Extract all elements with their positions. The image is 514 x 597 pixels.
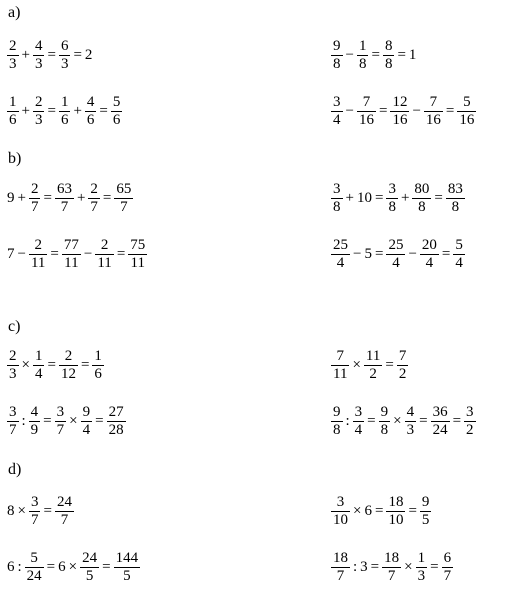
denominator: 7: [30, 512, 39, 528]
numerator: 4: [406, 404, 415, 420]
expression-d-2-left: [6, 550, 141, 585]
operator: =: [370, 559, 380, 575]
operator: ×: [68, 559, 78, 575]
operator: +: [21, 47, 30, 63]
operator: −: [345, 103, 354, 119]
numerator: 80: [414, 181, 430, 197]
numerator: 2: [90, 181, 98, 197]
denominator: 5: [123, 568, 131, 584]
fraction: [128, 237, 147, 272]
numerator: 24: [82, 550, 98, 566]
expression-c-2-left: [6, 404, 127, 439]
fraction: [331, 181, 343, 216]
operator: −: [353, 246, 362, 262]
operator: −: [412, 103, 421, 119]
number: 6: [7, 559, 15, 575]
operator: ×: [69, 413, 78, 429]
fraction: [353, 404, 365, 439]
fraction: [331, 237, 350, 272]
fraction: [111, 94, 123, 129]
denominator: 8: [451, 199, 460, 215]
fraction: [114, 550, 141, 585]
operator: =: [434, 190, 443, 206]
denominator: 16: [392, 112, 408, 128]
fraction: [59, 348, 78, 383]
numerator: 1: [60, 94, 69, 110]
number: 5: [364, 246, 372, 262]
operator: ×: [404, 559, 413, 575]
fraction: [29, 404, 41, 439]
denominator: 7: [443, 568, 452, 584]
expression-a-2-left: [6, 94, 123, 129]
denominator: 7: [336, 568, 345, 584]
fraction: [382, 550, 401, 585]
fraction: [386, 494, 405, 529]
fraction: [331, 94, 343, 129]
number: 6: [58, 559, 66, 575]
denominator: 9: [30, 422, 39, 438]
numerator: 3: [333, 181, 341, 197]
numerator: 2: [64, 348, 73, 364]
operator: :: [17, 559, 22, 575]
operator: +: [21, 103, 30, 119]
expression-d-1-right: [330, 494, 432, 529]
numerator: 24: [56, 494, 72, 510]
numerator: 18: [384, 550, 400, 566]
operator: =: [43, 503, 52, 519]
fraction: [442, 550, 454, 585]
denominator: 7: [90, 199, 98, 215]
numerator: 6: [60, 38, 69, 54]
operator: −: [345, 47, 354, 63]
fraction: [29, 237, 47, 272]
numerator: 9: [421, 494, 430, 510]
numerator: 63: [56, 181, 72, 197]
denominator: 7: [9, 422, 17, 438]
numerator: 144: [115, 550, 139, 566]
fraction: [55, 181, 74, 216]
operator: −: [17, 246, 26, 262]
numerator: 20: [421, 237, 437, 253]
expression-b-2-left: [6, 237, 148, 272]
numerator: 2: [100, 237, 109, 253]
operator: =: [47, 103, 56, 119]
fraction: [397, 348, 409, 383]
operator: +: [400, 190, 410, 206]
denominator: 8: [333, 56, 341, 72]
denominator: 16: [425, 112, 441, 128]
fraction: [331, 38, 343, 73]
number: 3: [360, 559, 368, 575]
numerator: 2: [34, 237, 42, 253]
fraction: [80, 550, 99, 585]
numerator: 5: [455, 237, 463, 253]
numerator: 25: [388, 237, 404, 253]
denominator: 8: [384, 56, 393, 72]
denominator: 8: [333, 199, 341, 215]
fraction: [390, 94, 409, 129]
number: 1: [408, 47, 417, 63]
denominator: 8: [333, 422, 341, 438]
operator: =: [116, 246, 126, 262]
denominator: 11: [64, 255, 79, 271]
operator: ×: [353, 503, 362, 519]
operator: =: [46, 559, 56, 575]
operator: =: [419, 413, 428, 429]
number: 10: [356, 190, 372, 206]
numerator: 65: [116, 181, 132, 197]
fraction: [331, 550, 350, 585]
numerator: 7: [336, 348, 344, 364]
expression-c-1-right: [330, 348, 409, 383]
fraction: [62, 237, 81, 272]
number: 9: [7, 190, 15, 206]
operator: +: [76, 190, 86, 206]
operator: =: [80, 357, 90, 373]
denominator: 24: [432, 422, 448, 438]
denominator: 4: [392, 255, 400, 271]
denominator: 12: [60, 366, 76, 382]
denominator: 3: [406, 422, 415, 438]
fraction: [81, 404, 93, 439]
expression-b-2-right: [330, 237, 466, 272]
denominator: 4: [354, 422, 363, 438]
fraction: [431, 404, 450, 439]
numerator: 75: [130, 237, 146, 253]
fraction: [412, 181, 431, 216]
operator: −: [408, 246, 417, 262]
fraction: [446, 181, 465, 216]
fraction: [85, 94, 97, 129]
denominator: 7: [60, 199, 69, 215]
denominator: 5: [421, 512, 430, 528]
operator: =: [408, 503, 417, 519]
numerator: 7: [398, 348, 407, 364]
denominator: 3: [34, 112, 43, 128]
numerator: 6: [443, 550, 452, 566]
fraction: [416, 550, 428, 585]
fraction: [386, 181, 398, 216]
numerator: 27: [108, 404, 124, 420]
expression-b-1-right: [330, 181, 466, 216]
expression-d-2-right: [330, 550, 454, 585]
numerator: 83: [447, 181, 463, 197]
fraction: [55, 494, 74, 529]
operator: +: [73, 103, 82, 119]
operator: −: [83, 246, 93, 262]
denominator: 8: [388, 199, 396, 215]
operator: ×: [17, 503, 26, 519]
numerator: 3: [333, 94, 341, 110]
numerator: 5: [30, 550, 38, 566]
numerator: 1: [358, 38, 367, 54]
operator: =: [47, 357, 56, 373]
fraction: [457, 94, 476, 129]
operator: ×: [393, 413, 402, 429]
operator: =: [374, 503, 384, 519]
fraction: [331, 494, 350, 529]
fraction: [59, 94, 71, 129]
number: 2: [84, 47, 93, 63]
denominator: 8: [358, 56, 367, 72]
fraction: [107, 404, 126, 439]
operator: =: [102, 190, 112, 206]
numerator: 9: [82, 404, 91, 420]
expression-c-1-left: [6, 348, 105, 383]
operator: :: [345, 413, 350, 429]
expression-b-1-left: [6, 181, 134, 216]
fraction: [357, 94, 376, 129]
denominator: 6: [9, 112, 17, 128]
operator: =: [47, 47, 56, 63]
fraction: [357, 38, 369, 73]
denominator: 7: [60, 512, 69, 528]
fraction: [114, 181, 133, 216]
denominator: 4: [82, 422, 91, 438]
fraction: [379, 404, 391, 439]
operator: +: [345, 190, 354, 206]
denominator: 4: [455, 255, 463, 271]
denominator: 4: [333, 112, 341, 128]
denominator: 10: [388, 512, 404, 528]
section-label-a: a): [8, 4, 21, 21]
numerator: 4: [34, 38, 43, 54]
fraction: [464, 404, 476, 439]
fraction: [7, 348, 19, 383]
fraction: [33, 38, 45, 73]
operator: =: [95, 413, 104, 429]
denominator: 3: [60, 56, 69, 72]
operator: :: [353, 559, 358, 575]
numerator: 18: [333, 550, 348, 566]
fraction: [88, 181, 100, 216]
numerator: 7: [429, 94, 438, 110]
fraction: [95, 237, 113, 272]
denominator: 8: [418, 199, 426, 215]
denominator: 6: [94, 366, 102, 382]
denominator: 11: [30, 255, 46, 271]
operator: =: [385, 357, 394, 373]
expression-a-1-right: [330, 38, 417, 73]
numerator: 77: [63, 237, 79, 253]
numerator: 7: [362, 94, 371, 110]
section-label-d: d): [8, 461, 22, 478]
numerator: 1: [417, 550, 426, 566]
numerator: 2: [9, 348, 17, 364]
numerator: 18: [388, 494, 404, 510]
operator: =: [441, 246, 451, 262]
denominator: 24: [26, 568, 42, 584]
number: 8: [7, 503, 15, 519]
denominator: 16: [459, 112, 475, 128]
denominator: 6: [112, 112, 121, 128]
numerator: 36: [432, 404, 448, 420]
denominator: 6: [60, 112, 69, 128]
denominator: 2: [466, 422, 474, 438]
numerator: 2: [34, 94, 43, 110]
expression-a-1-left: [6, 38, 93, 73]
number: 6: [364, 503, 372, 519]
fraction: [331, 348, 349, 383]
section-label-b: b): [8, 150, 22, 167]
numerator: 5: [112, 94, 121, 110]
fraction: [420, 237, 439, 272]
numerator: 9: [333, 38, 341, 54]
operator: +: [17, 190, 26, 206]
operator: =: [43, 190, 52, 206]
numerator: 9: [333, 404, 341, 420]
operator: =: [43, 413, 52, 429]
numerator: 2: [9, 38, 17, 54]
denominator: 28: [108, 422, 124, 438]
numerator: 11: [365, 348, 381, 364]
denominator: 3: [417, 568, 426, 584]
expression-a-2-right: [330, 94, 477, 129]
fraction: [7, 38, 19, 73]
denominator: 5: [85, 568, 94, 584]
operator: =: [73, 47, 82, 63]
fraction: [33, 348, 45, 383]
numerator: 5: [463, 94, 471, 110]
numerator: 4: [30, 404, 39, 420]
fraction: [7, 94, 19, 129]
numerator: 9: [380, 404, 389, 420]
numerator: 12: [392, 94, 408, 110]
numerator: 25: [333, 237, 348, 253]
denominator: 10: [333, 512, 348, 528]
fraction: [59, 38, 71, 73]
numerator: 1: [9, 94, 17, 110]
operator: =: [99, 103, 108, 119]
fraction: [55, 404, 67, 439]
operator: =: [430, 559, 439, 575]
numerator: 2: [30, 181, 39, 197]
fraction: [33, 94, 45, 129]
denominator: 11: [333, 366, 348, 382]
number: 7: [7, 246, 15, 262]
fraction: [453, 237, 465, 272]
denominator: 11: [97, 255, 112, 271]
fraction: [424, 94, 443, 129]
expression-c-2-right: [330, 404, 477, 439]
operator: =: [50, 246, 59, 262]
denominator: 3: [34, 56, 43, 72]
section-label-c: c): [8, 318, 21, 335]
denominator: 6: [86, 112, 95, 128]
fraction: [383, 38, 395, 73]
denominator: 7: [120, 199, 128, 215]
denominator: 2: [369, 366, 377, 382]
operator: =: [452, 413, 462, 429]
operator: =: [374, 190, 384, 206]
fraction: [364, 348, 382, 383]
denominator: 7: [56, 422, 65, 438]
operator: =: [397, 47, 406, 63]
fraction: [420, 494, 432, 529]
fraction: [92, 348, 104, 383]
denominator: 3: [9, 366, 17, 382]
operator: =: [371, 47, 380, 63]
fraction: [386, 237, 405, 272]
fraction: [7, 404, 19, 439]
numerator: 3: [466, 404, 474, 420]
operator: =: [102, 559, 111, 575]
numerator: 3: [336, 494, 345, 510]
fraction: [29, 494, 41, 529]
fraction: [29, 181, 41, 216]
operator: ×: [352, 357, 361, 373]
denominator: 2: [398, 366, 407, 382]
numerator: 4: [86, 94, 95, 110]
numerator: 8: [384, 38, 393, 54]
expression-d-1-left: [6, 494, 75, 529]
numerator: 3: [9, 404, 17, 420]
fraction: [25, 550, 44, 585]
denominator: 8: [380, 422, 389, 438]
denominator: 7: [387, 568, 396, 584]
denominator: 4: [34, 366, 43, 382]
operator: =: [367, 413, 376, 429]
denominator: 11: [130, 255, 145, 271]
numerator: 1: [34, 348, 43, 364]
operator: :: [21, 413, 26, 429]
denominator: 4: [425, 255, 434, 271]
fraction: [405, 404, 417, 439]
operator: =: [378, 103, 388, 119]
denominator: 7: [30, 199, 39, 215]
fraction: [331, 404, 343, 439]
operator: =: [374, 246, 384, 262]
operator: =: [445, 103, 455, 119]
numerator: 3: [354, 404, 363, 420]
operator: ×: [21, 357, 30, 373]
numerator: 1: [94, 348, 102, 364]
denominator: 3: [9, 56, 17, 72]
numerator: 3: [56, 404, 65, 420]
numerator: 3: [30, 494, 39, 510]
denominator: 16: [358, 112, 374, 128]
denominator: 4: [336, 255, 345, 271]
numerator: 3: [388, 181, 396, 197]
